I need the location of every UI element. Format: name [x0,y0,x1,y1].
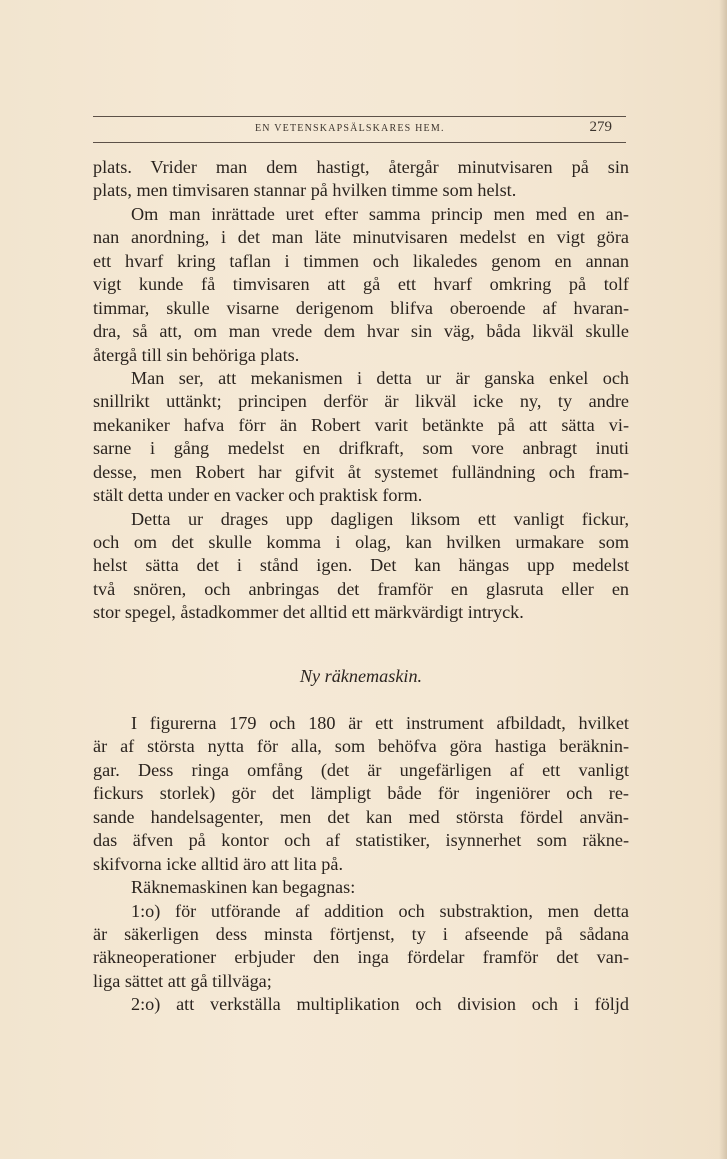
text-line: plats, men timvisaren stannar på hvilken timme som helst. [93,180,517,201]
text-line: stält detta under en vacker och praktisk form. [93,485,423,506]
text-line: sarne i gång medelst en drifkraft, som vore anbragt inuti [93,438,629,459]
page-header [93,116,626,144]
text-line: timmar, skulle visarne derigenom blifva oberoende af hvaran- [93,297,629,318]
text-line: nan anordning, i det man läte minutvisaren medelst en vigt göra [93,227,629,248]
text-line: dra, så att, om man vrede dem hvar sin väg, båda likväl skulle [93,321,629,342]
text-line: fickurs storlek) gör det lämpligt både för ingeniörer och re- [93,783,629,804]
text-line: är säkerligen dess minsta förtjenst, ty i afseende på sådana [93,923,629,944]
text-line: das äfven på kontor och af statistiker, isynnerhet som räkne- [93,830,629,851]
page-edge-shadow [719,0,727,1159]
text-line: stor spegel, åstadkommer det alltid ett märkvärdigt intryck. [93,602,524,623]
text-line: ett hvarf kring taflan i timmen och likaledes genom en annan [93,250,629,271]
text-line: snillrikt uttänkt; principen derför är likväl icke ny, ty andre [93,391,629,412]
text-line: liga sättet att gå tillväga; [93,970,272,991]
text-line: räkneoperationer erbjuder den inga fördelar framför det van- [93,947,629,968]
text-line: plats. Vrider man dem hastigt, återgår minutvisaren på sin [93,157,629,177]
text-line: två snören, och anbringas det framför en glasruta eller en [93,578,629,599]
text-line: Man ser, att mekanismen i detta ur är ganska enkel och [131,367,629,388]
section-body-text [93,712,629,1017]
text-line: Räknemaskinen kan begagnas: [131,877,356,898]
text-line: och om det skulle komma i olag, kan hvilken urmakare som [93,532,629,552]
text-line: sande handelsagenter, men det kan med största fördel använ- [93,806,629,827]
text-line: vigt kunde få timvisaren att gå ett hvarf omkring på tolf [93,274,629,295]
text-line: gar. Dess ringa omfång (det är ungefärligen af ett vanligt [93,759,629,780]
header-bottom-rule [93,142,626,143]
text-line: 2:o) att verkställa multiplikation och division och i följd [131,994,629,1015]
running-head: EN VETENSKAPSÄLSKARES HEM. [255,123,445,134]
text-line: Om man inrättade uret efter samma princip men med en an- [131,203,629,224]
header-top-rule [93,116,626,117]
text-line: mekaniker hafva förr än Robert varit betänkte på att sätta vi- [93,414,629,435]
body-text [93,156,629,625]
text-line: helst sätta det i stånd igen. Det kan hängas upp medelst [93,555,629,576]
page-number: 279 [589,119,612,135]
text-line: skifvorna icke alltid äro att lita på. [93,853,343,874]
section-title: Ny räknemaskin. [299,666,423,686]
text-line: är af största nytta för alla, som behöfva göra hastiga beräknin- [93,736,629,757]
text-line: Detta ur drages upp dagligen liksom ett vanligt fickur, [131,508,629,529]
text-line: 1:o) för utförande af addition och substraktion, men detta [131,900,629,921]
text-line: I figurerna 179 och 180 är ett instrument afbildadt, hvilket [131,713,629,733]
text-line: återgå till sin behöriga plats. [93,344,300,365]
text-line: desse, men Robert har gifvit åt systemet fulländning och fram- [93,461,629,482]
